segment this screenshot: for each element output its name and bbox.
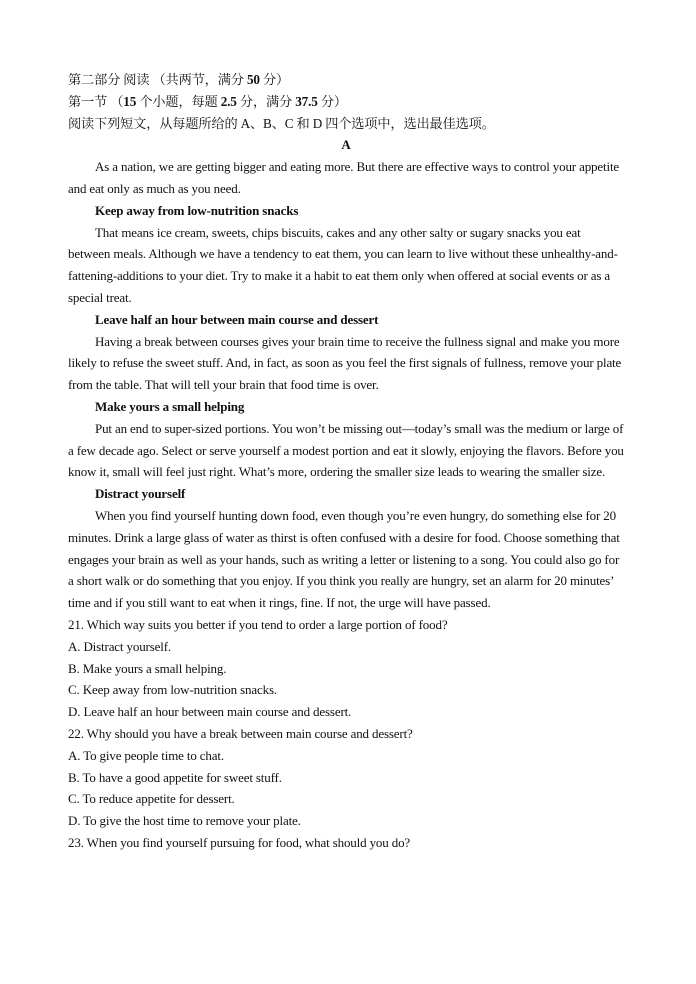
subsection-per-item: 2.5 [220,93,237,109]
section-title [68,69,624,91]
subsection-total: 37.5 [295,93,318,109]
section-body: Put an end to super-sized portions. You won’t be missing out—today’s small was the medium or large of a few decade ago. Select or serve yourself a modest portion and eat it slowly, enjoying the flavors. Before you know it, small will feel just right. What’s more, ordering the smaller size leads to wearing the smaller size. [68,420,624,480]
question-option: B. To have a good appetite for sweet stuff. [68,769,282,785]
question-stem: 23. When you find yourself pursuing for food, what should you do? [68,834,411,850]
instruction-text: 阅读下列短文，从每题所给的 A、B、C 和 D 四个选项中，选出最佳选项。 [68,115,495,131]
passage-label: A [341,137,351,153]
section-title-end: 分） [259,72,290,87]
subsection-text-4: 分） [317,93,347,109]
section-heading: Make yours a small helping [95,398,245,414]
section-title-score: 50 [246,72,260,87]
question-option: A. Distract yourself. [68,638,171,654]
section-title-text: 第二部分 阅读 （共两节，满分 [68,72,247,87]
subsection-title [68,91,624,113]
section-body: Having a break between courses gives your brain time to receive the fullness signal and make you more likely to refuse the sweet stuff. And, in fact, as soon as you feel the first signals of fullness, remove your plate from the table. That will tell your brain that food time is over. [68,333,622,393]
section-body: That means ice cream, sweets, chips biscuits, cakes and any other salty or sugary snacks you eat between meals. Although we have a tendency to eat them, you can learn to live without these unhealthy-and-fattening-additions to your diet. Try to make it a habit to eat them only when offered at social events or as a special treat. [68,224,618,305]
question-stem: 22. Why should you have a break between main course and dessert? [68,725,413,741]
section-heading: Leave half an hour between main course and dessert [95,311,379,327]
section-heading: Keep away from low-nutrition snacks [95,202,299,218]
section-body: When you find yourself hunting down food, even though you’re even hungry, do something else for 20 minutes. Drink a large glass of water as thirst is often confused with a desire for food. Choose something that engages your brain as well as your hands, such as writing a letter or listening to a song. You could also go for a short walk or do something that you enjoy. If you think you really are hungry, set an alarm for 20 minutes’ time and if you still want to eat when it rings, fine. If not, the urge will have passed. [68,507,620,611]
subsection-count: 15 [123,93,137,109]
question-option: C. To reduce appetite for dessert. [68,791,235,807]
question-stem: 21. Which way suits you better if you tend to order a large portion of food? [68,616,448,632]
question-option: D. Leave half an hour between main course and dessert. [68,704,352,720]
document-page [68,69,624,854]
subsection-text-2: 个小题，每题 [136,93,221,109]
question-option: C. Keep away from low-nutrition snacks. [68,682,277,698]
question-option: A. To give people time to chat. [68,747,224,763]
subsection-title-text: 第一节 （ [68,93,124,109]
section-heading: Distract yourself [95,486,186,502]
subsection-text-3: 分，满分 [236,93,296,109]
question-option: D. To give the host time to remove your plate. [68,813,301,829]
passage-intro: As a nation, we are getting bigger and eating more. But there are effective ways to control your appetite and eat only as much as you need. [68,159,620,196]
question-option: B. Make yours a small helping. [68,660,227,676]
